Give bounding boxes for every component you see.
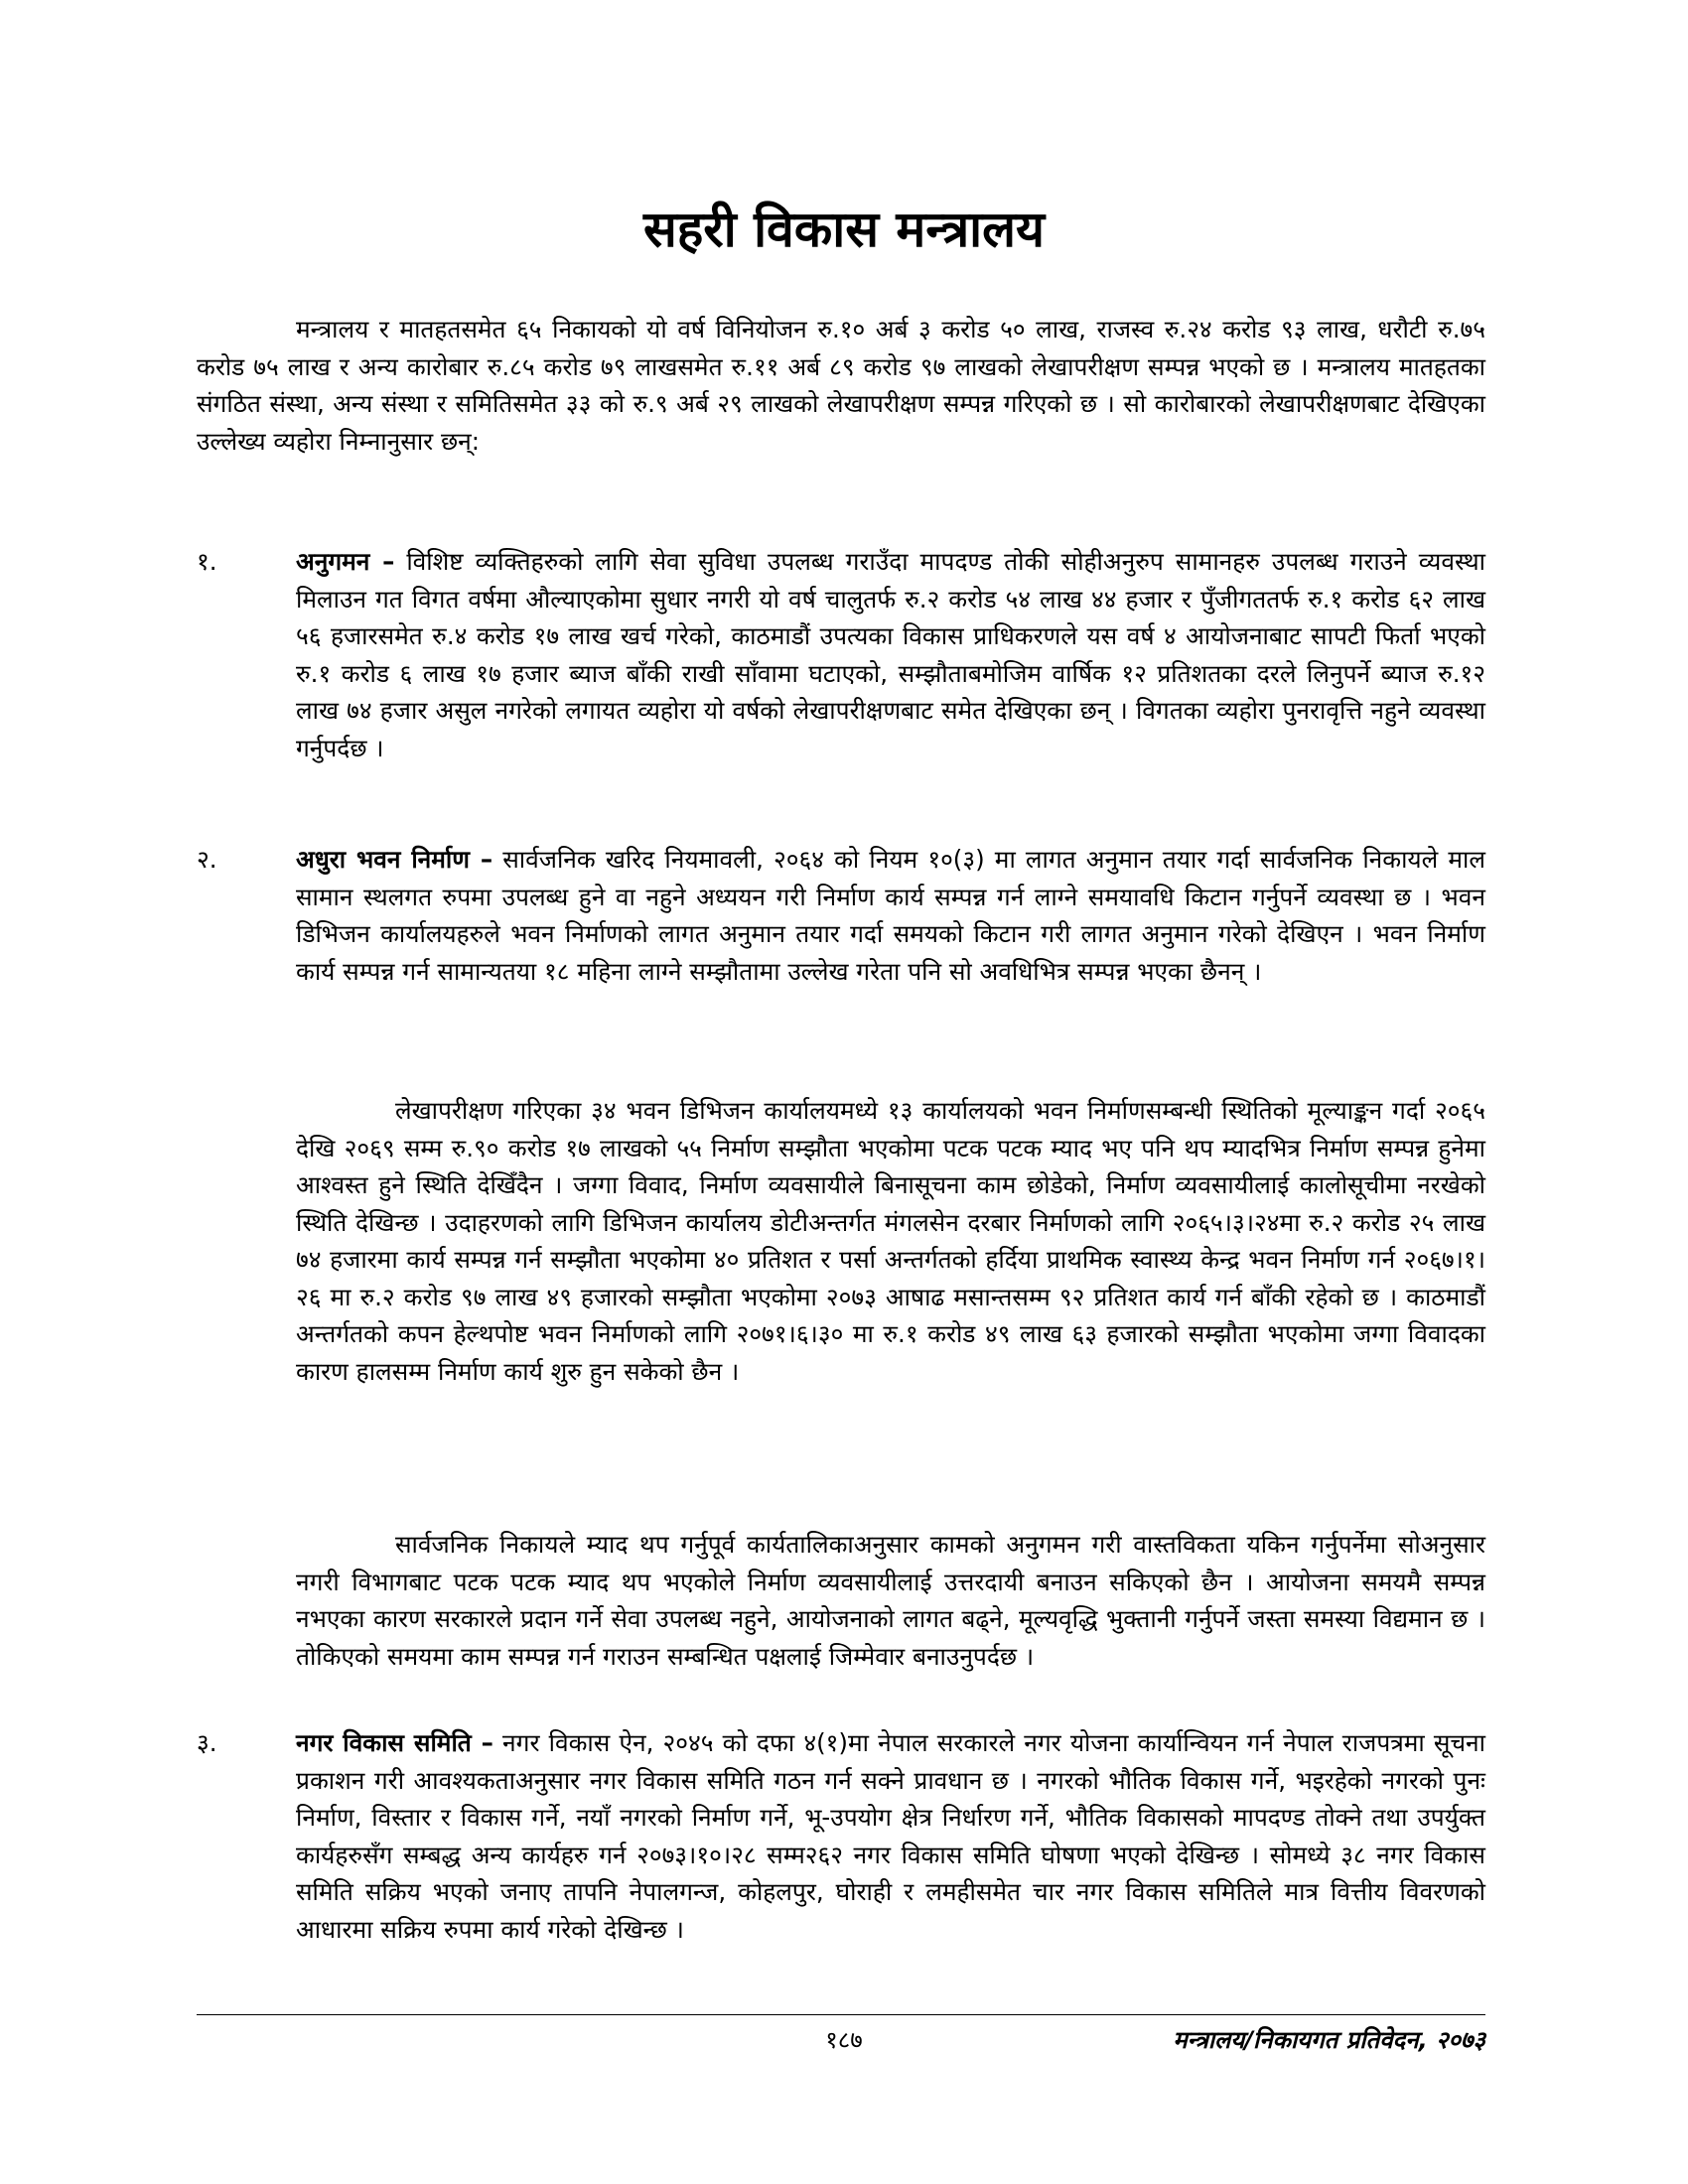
item-text: विशिष्ट व्यक्तिहरुको लागि सेवा सुविधा उपलब्ध गराउँदा मापदण्ड तोकी सोहीअनुरुप सामानहरु उपलब्ध गराउने व्यवस्था मिलाउन गत विगत वर्षमा औल्याएकोमा सुधार नगरी यो वर्ष चालुतर्फ रु.२ करोड ५४ लाख ४४ हजार र पुँजीगततर्फ रु.१ करोड ६२ लाख ५६ हजारसमेत रु.४ करोड १७ लाख खर्च गरेको, काठमाडौं उपत्यका विकास प्राधिकरणले यस वर्ष ४ आयोजनाबाट सापटी फिर्ता भएको रु.१ करोड ६ लाख १७ हजार ब्याज बाँकी राखी साँवामा घटाएको, सम्झौताबमोजिम वार्षिक १२ प्रतिशतका दरले लिनुपर्ने ब्याज रु.१२ लाख ७४ हजार असुल नगरेको लगायत व्यहोरा यो वर्षको लेखापरीक्षणबाट समेत देखिएका छन् । विगतका व्यहोरा पुनरावृत्ति नहुने व्यवस्था गर्नुपर्दछ । — [296, 547, 1486, 762]
running-footer-title: मन्त्रालय/निकायगत प्रतिवेदन, २०७३ — [1173, 2026, 1485, 2054]
list-item — [296, 841, 1485, 990]
page-title: सहरी विकास मन्त्रालय — [642, 201, 1046, 258]
list-item — [296, 1724, 1485, 1948]
item-number: १. — [197, 547, 217, 576]
list-item — [296, 543, 1485, 766]
page-number: १८७ — [825, 2026, 863, 2054]
item-text: नगर विकास ऐन, २०४५ को दफा ४(१)मा नेपाल सरकारले नगर योजना कार्यान्वियन गर्न नेपाल राजपत्रमा सूचना प्रकाशन गरी आवश्यकताअनुसार नगर विकास समिति गठन गर्न सक्ने प्रावधान छ । नगरको भौतिक विकास गर्ने, भइरहेको नगरको पुनः निर्माण, विस्तार र विकास गर्ने, नयाँ नगरको निर्माण गर्ने, भू-उपयोग क्षेत्र निर्धारण गर्ने, भौतिक विकासको मापदण्ड तोक्ने तथा उपर्युक्त कार्यहरुसँग सम्बद्ध अन्य कार्यहरु गर्न २०७३।१०।२८ सम्म२६२ नगर विकास समिति घोषणा भएको देखिन्छ । सोमध्ये ३८ नगर विकास समिति सक्रिय भएको जनाए तापनि नेपालगन्ज, कोहलपुर, घोराही र लमहीसमेत चार नगर विकास समितिले मात्र वित्तीय विवरणको आधारमा सक्रिय रुपमा कार्य गरेको देखिन्छ । — [296, 1728, 1485, 1944]
item-paragraph: लेखापरीक्षण गरिएका ३४ भवन डिभिजन कार्यालयमध्ये १३ कार्यालयको भवन निर्माणसम्बन्धी स्थितिको मूल्याङ्कन गर्दा २०६५ देखि २०६९ सम्म रु.९० करोड १७ लाखको ५५ निर्माण सम्झौता भएकोमा पटक पटक म्याद भए पनि थप म्यादभित्र निर्माण सम्पन्न हुनेमा आश्वस्त हुने स्थिति देखिँदैन । जग्गा विवाद, निर्माण व्यवसायीले बिनासूचना काम छोडेको, निर्माण व्यवसायीलाई कालोसूचीमा नरखेको स्थिति देखिन्छ । उदाहरणको लागि डिभिजन कार्यालय डोटीअन्तर्गत मंगलसेन दरबार निर्माणको लागि २०६५।३।२४मा रु.२ करोड २५ लाख ७४ हजारमा कार्य सम्पन्न गर्न सम्झौता भएकोमा ४० प्रतिशत र पर्सा अन्तर्गतको हर्दिया प्राथमिक स्वास्थ्य केन्द्र भवन निर्माण गर्न २०६७।१।२६ मा रु.२ करोड ९७ लाख ४९ हजारको सम्झौता भएकोमा २०७३ आषाढ मसान्तसम्म ९२ प्रतिशत कार्य गर्न बाँकी रहेको छ । काठमाडौं अन्तर्गतको कपन हेल्थपोष्ट भवन निर्माणको लागि २०७१।६।३० मा रु.१ करोड ४९ लाख ६३ हजारको सम्झौता भएकोमा जग्गा विवादका कारण हालसम्म निर्माण कार्य शुरु हुन सकेको छैन । — [296, 1096, 1485, 1386]
intro-paragraph: मन्त्रालय र मातहतसमेत ६५ निकायको यो वर्ष विनियोजन रु.१० अर्ब ३ करोड ५० लाख, राजस्व रु.२४ करोड ९३ लाख, धरौटी रु.७५ करोड ७५ लाख र अन्य कारोबार रु.८५ करोड ७९ लाखसमेत रु.११ अर्ब ८९ करोड ९७ लाखको लेखापरीक्षण सम्पन्न भएको छ । मन्त्रालय मातहतका संगठित संस्था, अन्य संस्था र समितिसमेत ३३ को रु.९ अर्ब २९ लाखको लेखापरीक्षण सम्पन्न गरिएको छ । सो कारोबारको लेखापरीक्षणबाट देखिएका उल्लेख्य व्यहोरा निम्नानुसार छन्: — [197, 315, 1485, 456]
item-heading: अधुरा भवन निर्माण – — [296, 845, 493, 874]
item-heading: नगर विकास समिति – — [296, 1728, 493, 1757]
item-paragraph: सार्वजनिक निकायले म्याद थप गर्नुपूर्व कार्यतालिकाअनुसार कामको अनुगमन गरी वास्तविकता यकिन गर्नुपर्नेमा सोअनुसार नगरी विभागबाट पटक पटक म्याद थप भएकोले निर्माण व्यवसायीलाई उत्तरदायी बनाउन सकिएको छैन । आयोजना समयमै सम्पन्न नभएका कारण सरकारले प्रदान गर्ने सेवा उपलब्ध नहुने, आयोजनाको लागत बढ्ने, मूल्यवृद्धि भुक्तानी गर्नुपर्ने जस्ता समस्या विद्यमान छ । तोकिएको समयमा काम सम्पन्न गर्न गराउन सम्बन्धित पक्षलाई जिम्मेवार बनाउनुपर्दछ । — [296, 1530, 1485, 1671]
item-text: सार्वजनिक खरिद नियमावली, २०६४ को नियम १०(३) मा लागत अनुमान तयार गर्दा सार्वजनिक निकायले माल सामान स्थलगत रुपमा उपलब्ध हुने वा नहुने अध्ययन गरी निर्माण कार्य सम्पन्न गर्न लाग्ने समयावधि किटान गर्नुपर्ने व्यवस्था छ । भवन डिभिजन कार्यालयहरुले भवन निर्माणको लागत अनुमान तयार गर्दा समयको किटान गरी लागत अनुमान गरेको देखिएन । भवन निर्माण कार्य सम्पन्न गर्न सामान्यतया १८ महिना लाग्ने सम्झौतामा उल्लेख गरेता पनि सो अवधिभित्र सम्पन्न भएका छैनन् । — [296, 845, 1485, 986]
item-number: २. — [197, 845, 217, 874]
footer-rule — [197, 2014, 1485, 2015]
item-number: ३. — [197, 1728, 217, 1757]
item-heading: अनुगमन – — [296, 547, 395, 576]
